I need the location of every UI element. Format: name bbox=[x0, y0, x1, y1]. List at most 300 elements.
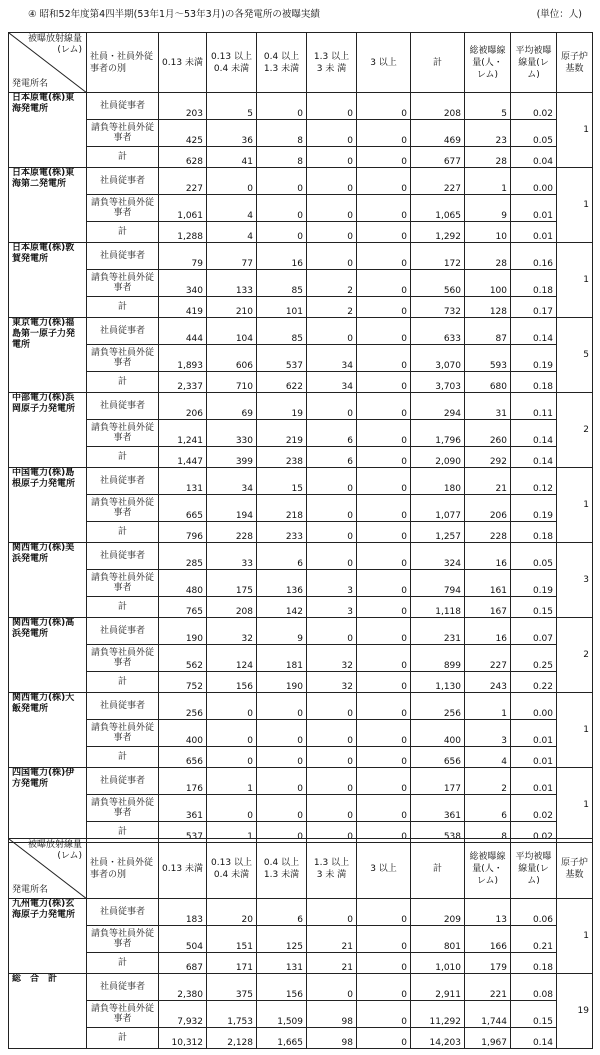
value-cell: 79 bbox=[159, 243, 207, 270]
col-lt013-header: 0.13 未満 bbox=[159, 839, 207, 899]
title-text: ④ 昭和52年度第4四半期(53年1月～53年3月)の各発電所の被曝実績 bbox=[28, 9, 320, 20]
value-cell: 710 bbox=[207, 372, 257, 393]
value-cell: 124 bbox=[207, 645, 257, 672]
value-cell: 480 bbox=[159, 570, 207, 597]
value-cell: 32 bbox=[307, 672, 357, 693]
table-row bbox=[9, 447, 593, 468]
value-cell: 537 bbox=[159, 822, 207, 843]
category-header: 社員・社員外従事者の別 bbox=[87, 33, 159, 93]
value-cell: 156 bbox=[257, 974, 307, 1001]
plant-name: 日本原電(株)東海発電所 bbox=[9, 93, 87, 168]
value-cell: 633 bbox=[411, 318, 465, 345]
value-cell: 171 bbox=[207, 953, 257, 974]
value-cell: 0.05 bbox=[511, 543, 557, 570]
table-row bbox=[9, 1028, 593, 1049]
value-cell: 656 bbox=[411, 747, 465, 768]
value-cell: 0 bbox=[357, 693, 411, 720]
value-cell: 128 bbox=[465, 297, 511, 318]
table-row bbox=[9, 618, 593, 645]
value-cell: 228 bbox=[465, 522, 511, 543]
value-cell: 0 bbox=[307, 495, 357, 522]
category-contract: 請負等社員外従事者 bbox=[87, 345, 159, 372]
table-header-1 bbox=[9, 33, 593, 93]
value-cell: 36 bbox=[207, 120, 257, 147]
value-cell: 231 bbox=[411, 618, 465, 645]
value-cell: 656 bbox=[159, 747, 207, 768]
category-contract: 請負等社員外従事者 bbox=[87, 926, 159, 953]
category-contract: 請負等社員外従事者 bbox=[87, 420, 159, 447]
reactor-count: 3 bbox=[557, 543, 593, 618]
table-row bbox=[9, 270, 593, 297]
table-row bbox=[9, 345, 593, 372]
col-avg-dose-header: 平均被曝線量(レム) bbox=[511, 33, 557, 93]
value-cell: 190 bbox=[257, 672, 307, 693]
value-cell: 179 bbox=[465, 953, 511, 974]
value-cell: 0.12 bbox=[511, 468, 557, 495]
value-cell: 190 bbox=[159, 618, 207, 645]
value-cell: 1,753 bbox=[207, 1001, 257, 1028]
value-cell: 1,967 bbox=[465, 1028, 511, 1049]
table-row bbox=[9, 195, 593, 222]
value-cell: 0 bbox=[307, 168, 357, 195]
plant-name: 総 合 計 bbox=[9, 974, 87, 1049]
value-cell: 0 bbox=[357, 318, 411, 345]
table-row bbox=[9, 672, 593, 693]
table-row bbox=[9, 147, 593, 168]
value-cell: 0.18 bbox=[511, 522, 557, 543]
reactor-count: 2 bbox=[557, 393, 593, 468]
value-cell: 361 bbox=[411, 795, 465, 822]
value-cell: 218 bbox=[257, 495, 307, 522]
category-total: 計 bbox=[87, 147, 159, 168]
category-staff: 社員従事者 bbox=[87, 243, 159, 270]
value-cell: 21 bbox=[307, 953, 357, 974]
col-total-header: 計 bbox=[411, 839, 465, 899]
value-cell: 28 bbox=[465, 147, 511, 168]
category-staff: 社員従事者 bbox=[87, 468, 159, 495]
reactor-count: 1 bbox=[557, 468, 593, 543]
value-cell: 375 bbox=[207, 974, 257, 1001]
value-cell: 0.07 bbox=[511, 618, 557, 645]
value-cell: 1,241 bbox=[159, 420, 207, 447]
value-cell: 133 bbox=[207, 270, 257, 297]
value-cell: 324 bbox=[411, 543, 465, 570]
value-cell: 0.25 bbox=[511, 645, 557, 672]
value-cell: 10 bbox=[465, 222, 511, 243]
value-cell: 0 bbox=[357, 1028, 411, 1049]
diag-top-label: 被曝放射線量(レム) bbox=[27, 840, 82, 861]
value-cell: 1,796 bbox=[411, 420, 465, 447]
reactor-count: 5 bbox=[557, 318, 593, 393]
value-cell: 2,128 bbox=[207, 1028, 257, 1049]
value-cell: 330 bbox=[207, 420, 257, 447]
value-cell: 131 bbox=[159, 468, 207, 495]
header-row bbox=[9, 839, 593, 899]
value-cell: 7,932 bbox=[159, 1001, 207, 1028]
value-cell: 593 bbox=[465, 345, 511, 372]
value-cell: 0 bbox=[307, 93, 357, 120]
value-cell: 3,703 bbox=[411, 372, 465, 393]
table-body-2 bbox=[9, 899, 593, 1049]
value-cell: 1,010 bbox=[411, 953, 465, 974]
value-cell: 1,509 bbox=[257, 1001, 307, 1028]
value-cell: 10,312 bbox=[159, 1028, 207, 1049]
value-cell: 0 bbox=[207, 168, 257, 195]
table-row bbox=[9, 372, 593, 393]
value-cell: 175 bbox=[207, 570, 257, 597]
value-cell: 0 bbox=[257, 222, 307, 243]
plant-name: 関西電力(株)美浜発電所 bbox=[9, 543, 87, 618]
table-row bbox=[9, 795, 593, 822]
table-row bbox=[9, 318, 593, 345]
value-cell: 0 bbox=[257, 747, 307, 768]
value-cell: 209 bbox=[411, 899, 465, 926]
value-cell: 0 bbox=[357, 899, 411, 926]
value-cell: 0.16 bbox=[511, 243, 557, 270]
value-cell: 0 bbox=[357, 168, 411, 195]
value-cell: 8 bbox=[257, 120, 307, 147]
value-cell: 794 bbox=[411, 570, 465, 597]
value-cell: 1,893 bbox=[159, 345, 207, 372]
category-contract: 請負等社員外従事者 bbox=[87, 720, 159, 747]
value-cell: 0.21 bbox=[511, 926, 557, 953]
exposure-table-1 bbox=[8, 32, 593, 843]
value-cell: 1 bbox=[465, 168, 511, 195]
value-cell: 156 bbox=[207, 672, 257, 693]
value-cell: 32 bbox=[307, 645, 357, 672]
value-cell: 0.18 bbox=[511, 270, 557, 297]
value-cell: 176 bbox=[159, 768, 207, 795]
table-row bbox=[9, 543, 593, 570]
table-row bbox=[9, 597, 593, 618]
value-cell: 19 bbox=[257, 393, 307, 420]
value-cell: 0 bbox=[357, 222, 411, 243]
value-cell: 1,665 bbox=[257, 1028, 307, 1049]
value-cell: 1,130 bbox=[411, 672, 465, 693]
value-cell: 0.15 bbox=[511, 1001, 557, 1028]
value-cell: 0.01 bbox=[511, 747, 557, 768]
value-cell: 0 bbox=[307, 974, 357, 1001]
category-total: 計 bbox=[87, 447, 159, 468]
table-row bbox=[9, 693, 593, 720]
value-cell: 1,447 bbox=[159, 447, 207, 468]
table-row bbox=[9, 93, 593, 120]
col-ge3-header: 3 以上 bbox=[357, 839, 411, 899]
value-cell: 0.06 bbox=[511, 899, 557, 926]
plant-name: 四国電力(株)伊方発電所 bbox=[9, 768, 87, 843]
value-cell: 0 bbox=[357, 953, 411, 974]
col-013-04-header: 0.13 以上 0.4 未満 bbox=[207, 839, 257, 899]
value-cell: 100 bbox=[465, 270, 511, 297]
col-04-13-header: 0.4 以上 1.3 未満 bbox=[257, 33, 307, 93]
col-ge3-header: 3 以上 bbox=[357, 33, 411, 93]
col-total-dose-header: 総被曝線量(人・レム) bbox=[465, 839, 511, 899]
value-cell: 1 bbox=[207, 768, 257, 795]
value-cell: 256 bbox=[411, 693, 465, 720]
value-cell: 0 bbox=[307, 522, 357, 543]
value-cell: 2,090 bbox=[411, 447, 465, 468]
diagonal-header-cell bbox=[9, 839, 87, 899]
value-cell: 0 bbox=[307, 468, 357, 495]
category-total: 計 bbox=[87, 953, 159, 974]
value-cell: 151 bbox=[207, 926, 257, 953]
value-cell: 0 bbox=[357, 795, 411, 822]
table-row bbox=[9, 1001, 593, 1028]
value-cell: 0.05 bbox=[511, 120, 557, 147]
value-cell: 285 bbox=[159, 543, 207, 570]
value-cell: 1,118 bbox=[411, 597, 465, 618]
value-cell: 537 bbox=[257, 345, 307, 372]
value-cell: 0 bbox=[357, 645, 411, 672]
value-cell: 0.14 bbox=[511, 1028, 557, 1049]
col-total-header: 計 bbox=[411, 33, 465, 93]
plant-name: 中国電力(株)島根原子力発電所 bbox=[9, 468, 87, 543]
value-cell: 233 bbox=[257, 522, 307, 543]
value-cell: 0 bbox=[257, 693, 307, 720]
table-body-1 bbox=[9, 93, 593, 843]
value-cell: 0.19 bbox=[511, 345, 557, 372]
value-cell: 227 bbox=[411, 168, 465, 195]
col-13-3-header: 1.3 以上 3 未 満 bbox=[307, 839, 357, 899]
value-cell: 32 bbox=[207, 618, 257, 645]
value-cell: 0 bbox=[357, 597, 411, 618]
category-header: 社員・社員外従事者の別 bbox=[87, 839, 159, 899]
category-total: 計 bbox=[87, 1028, 159, 1049]
value-cell: 104 bbox=[207, 318, 257, 345]
category-total: 計 bbox=[87, 372, 159, 393]
value-cell: 14,203 bbox=[411, 1028, 465, 1049]
value-cell: 0 bbox=[207, 747, 257, 768]
value-cell: 228 bbox=[207, 522, 257, 543]
value-cell: 206 bbox=[159, 393, 207, 420]
value-cell: 469 bbox=[411, 120, 465, 147]
value-cell: 0.02 bbox=[511, 822, 557, 843]
value-cell: 221 bbox=[465, 974, 511, 1001]
category-staff: 社員従事者 bbox=[87, 618, 159, 645]
value-cell: 21 bbox=[307, 926, 357, 953]
category-contract: 請負等社員外従事者 bbox=[87, 270, 159, 297]
value-cell: 243 bbox=[465, 672, 511, 693]
value-cell: 21 bbox=[465, 468, 511, 495]
value-cell: 419 bbox=[159, 297, 207, 318]
value-cell: 0 bbox=[357, 297, 411, 318]
reactor-count: 2 bbox=[557, 618, 593, 693]
category-total: 計 bbox=[87, 297, 159, 318]
table-row bbox=[9, 953, 593, 974]
value-cell: 538 bbox=[411, 822, 465, 843]
plant-name: 東京電力(株)福島第一原子力発電所 bbox=[9, 318, 87, 393]
value-cell: 8 bbox=[465, 822, 511, 843]
value-cell: 142 bbox=[257, 597, 307, 618]
plant-name: 関西電力(株)高浜発電所 bbox=[9, 618, 87, 693]
value-cell: 687 bbox=[159, 953, 207, 974]
value-cell: 6 bbox=[257, 899, 307, 926]
reactor-count: 1 bbox=[557, 693, 593, 768]
category-staff: 社員従事者 bbox=[87, 393, 159, 420]
value-cell: 16 bbox=[465, 618, 511, 645]
value-cell: 3,070 bbox=[411, 345, 465, 372]
value-cell: 0 bbox=[307, 147, 357, 168]
table-row bbox=[9, 393, 593, 420]
value-cell: 0 bbox=[357, 345, 411, 372]
value-cell: 0 bbox=[307, 393, 357, 420]
reactor-count: 1 bbox=[557, 768, 593, 843]
value-cell: 161 bbox=[465, 570, 511, 597]
value-cell: 208 bbox=[207, 597, 257, 618]
reactor-count: 19 bbox=[557, 974, 593, 1049]
value-cell: 0 bbox=[307, 899, 357, 926]
col-13-3-header: 1.3 以上 3 未 満 bbox=[307, 33, 357, 93]
value-cell: 292 bbox=[465, 447, 511, 468]
value-cell: 219 bbox=[257, 420, 307, 447]
value-cell: 0 bbox=[357, 447, 411, 468]
value-cell: 0.15 bbox=[511, 597, 557, 618]
value-cell: 1,077 bbox=[411, 495, 465, 522]
category-total: 計 bbox=[87, 672, 159, 693]
value-cell: 0 bbox=[307, 720, 357, 747]
value-cell: 400 bbox=[411, 720, 465, 747]
category-staff: 社員従事者 bbox=[87, 168, 159, 195]
value-cell: 208 bbox=[411, 93, 465, 120]
value-cell: 6 bbox=[257, 543, 307, 570]
value-cell: 801 bbox=[411, 926, 465, 953]
value-cell: 0.11 bbox=[511, 393, 557, 420]
value-cell: 87 bbox=[465, 318, 511, 345]
category-contract: 請負等社員外従事者 bbox=[87, 645, 159, 672]
value-cell: 732 bbox=[411, 297, 465, 318]
value-cell: 0 bbox=[307, 222, 357, 243]
value-cell: 628 bbox=[159, 147, 207, 168]
value-cell: 361 bbox=[159, 795, 207, 822]
value-cell: 0 bbox=[257, 720, 307, 747]
category-staff: 社員従事者 bbox=[87, 93, 159, 120]
value-cell: 1,744 bbox=[465, 1001, 511, 1028]
value-cell: 0 bbox=[307, 747, 357, 768]
value-cell: 177 bbox=[411, 768, 465, 795]
value-cell: 6 bbox=[307, 420, 357, 447]
value-cell: 13 bbox=[465, 899, 511, 926]
value-cell: 622 bbox=[257, 372, 307, 393]
table-row bbox=[9, 768, 593, 795]
value-cell: 752 bbox=[159, 672, 207, 693]
value-cell: 227 bbox=[159, 168, 207, 195]
category-total: 計 bbox=[87, 522, 159, 543]
value-cell: 85 bbox=[257, 270, 307, 297]
table-row bbox=[9, 645, 593, 672]
value-cell: 0 bbox=[307, 243, 357, 270]
category-staff: 社員従事者 bbox=[87, 974, 159, 1001]
value-cell: 9 bbox=[257, 618, 307, 645]
value-cell: 1,257 bbox=[411, 522, 465, 543]
value-cell: 680 bbox=[465, 372, 511, 393]
diag-top-label: 被曝放射線量(レム) bbox=[27, 34, 82, 55]
table-row bbox=[9, 168, 593, 195]
value-cell: 1,065 bbox=[411, 195, 465, 222]
value-cell: 77 bbox=[207, 243, 257, 270]
value-cell: 0 bbox=[357, 120, 411, 147]
category-contract: 請負等社員外従事者 bbox=[87, 1001, 159, 1028]
reactor-count: 1 bbox=[557, 899, 593, 974]
value-cell: 444 bbox=[159, 318, 207, 345]
value-cell: 0.04 bbox=[511, 147, 557, 168]
value-cell: 256 bbox=[159, 693, 207, 720]
value-cell: 2,380 bbox=[159, 974, 207, 1001]
value-cell: 2 bbox=[307, 297, 357, 318]
value-cell: 0.17 bbox=[511, 297, 557, 318]
value-cell: 33 bbox=[207, 543, 257, 570]
value-cell: 0.01 bbox=[511, 222, 557, 243]
value-cell: 238 bbox=[257, 447, 307, 468]
value-cell: 0 bbox=[307, 618, 357, 645]
value-cell: 1 bbox=[465, 693, 511, 720]
value-cell: 0.02 bbox=[511, 795, 557, 822]
value-cell: 1,061 bbox=[159, 195, 207, 222]
value-cell: 0.08 bbox=[511, 974, 557, 1001]
value-cell: 2 bbox=[465, 768, 511, 795]
value-cell: 0 bbox=[207, 693, 257, 720]
table-row bbox=[9, 495, 593, 522]
value-cell: 1 bbox=[207, 822, 257, 843]
category-contract: 請負等社員外従事者 bbox=[87, 570, 159, 597]
value-cell: 98 bbox=[307, 1001, 357, 1028]
value-cell: 0.22 bbox=[511, 672, 557, 693]
value-cell: 23 bbox=[465, 120, 511, 147]
value-cell: 4 bbox=[207, 195, 257, 222]
value-cell: 0 bbox=[307, 795, 357, 822]
value-cell: 0 bbox=[357, 147, 411, 168]
header-row bbox=[9, 33, 593, 93]
value-cell: 0 bbox=[257, 768, 307, 795]
value-cell: 98 bbox=[307, 1028, 357, 1049]
table-row bbox=[9, 899, 593, 926]
value-cell: 0 bbox=[307, 768, 357, 795]
value-cell: 0.19 bbox=[511, 495, 557, 522]
diagonal-header-cell bbox=[9, 33, 87, 93]
value-cell: 340 bbox=[159, 270, 207, 297]
table-row bbox=[9, 222, 593, 243]
value-cell: 210 bbox=[207, 297, 257, 318]
value-cell: 0 bbox=[357, 570, 411, 597]
value-cell: 41 bbox=[207, 147, 257, 168]
value-cell: 2 bbox=[307, 270, 357, 297]
value-cell: 0 bbox=[357, 93, 411, 120]
value-cell: 0 bbox=[357, 618, 411, 645]
category-total: 計 bbox=[87, 222, 159, 243]
value-cell: 0 bbox=[307, 822, 357, 843]
value-cell: 0 bbox=[357, 822, 411, 843]
value-cell: 31 bbox=[465, 393, 511, 420]
table-row bbox=[9, 297, 593, 318]
value-cell: 0 bbox=[307, 693, 357, 720]
value-cell: 3 bbox=[307, 570, 357, 597]
plant-name: 日本原電(株)東海第二発電所 bbox=[9, 168, 87, 243]
category-staff: 社員従事者 bbox=[87, 318, 159, 345]
value-cell: 2,337 bbox=[159, 372, 207, 393]
plant-name: 関西電力(株)大飯発電所 bbox=[9, 693, 87, 768]
col-lt013-header: 0.13 未満 bbox=[159, 33, 207, 93]
category-contract: 請負等社員外従事者 bbox=[87, 120, 159, 147]
value-cell: 294 bbox=[411, 393, 465, 420]
reactor-count: 1 bbox=[557, 168, 593, 243]
value-cell: 0 bbox=[357, 974, 411, 1001]
value-cell: 0 bbox=[357, 747, 411, 768]
value-cell: 0.18 bbox=[511, 372, 557, 393]
col-reactors-header: 原子炉基数 bbox=[557, 33, 593, 93]
table-row bbox=[9, 720, 593, 747]
value-cell: 194 bbox=[207, 495, 257, 522]
value-cell: 0 bbox=[257, 822, 307, 843]
category-contract: 請負等社員外従事者 bbox=[87, 195, 159, 222]
